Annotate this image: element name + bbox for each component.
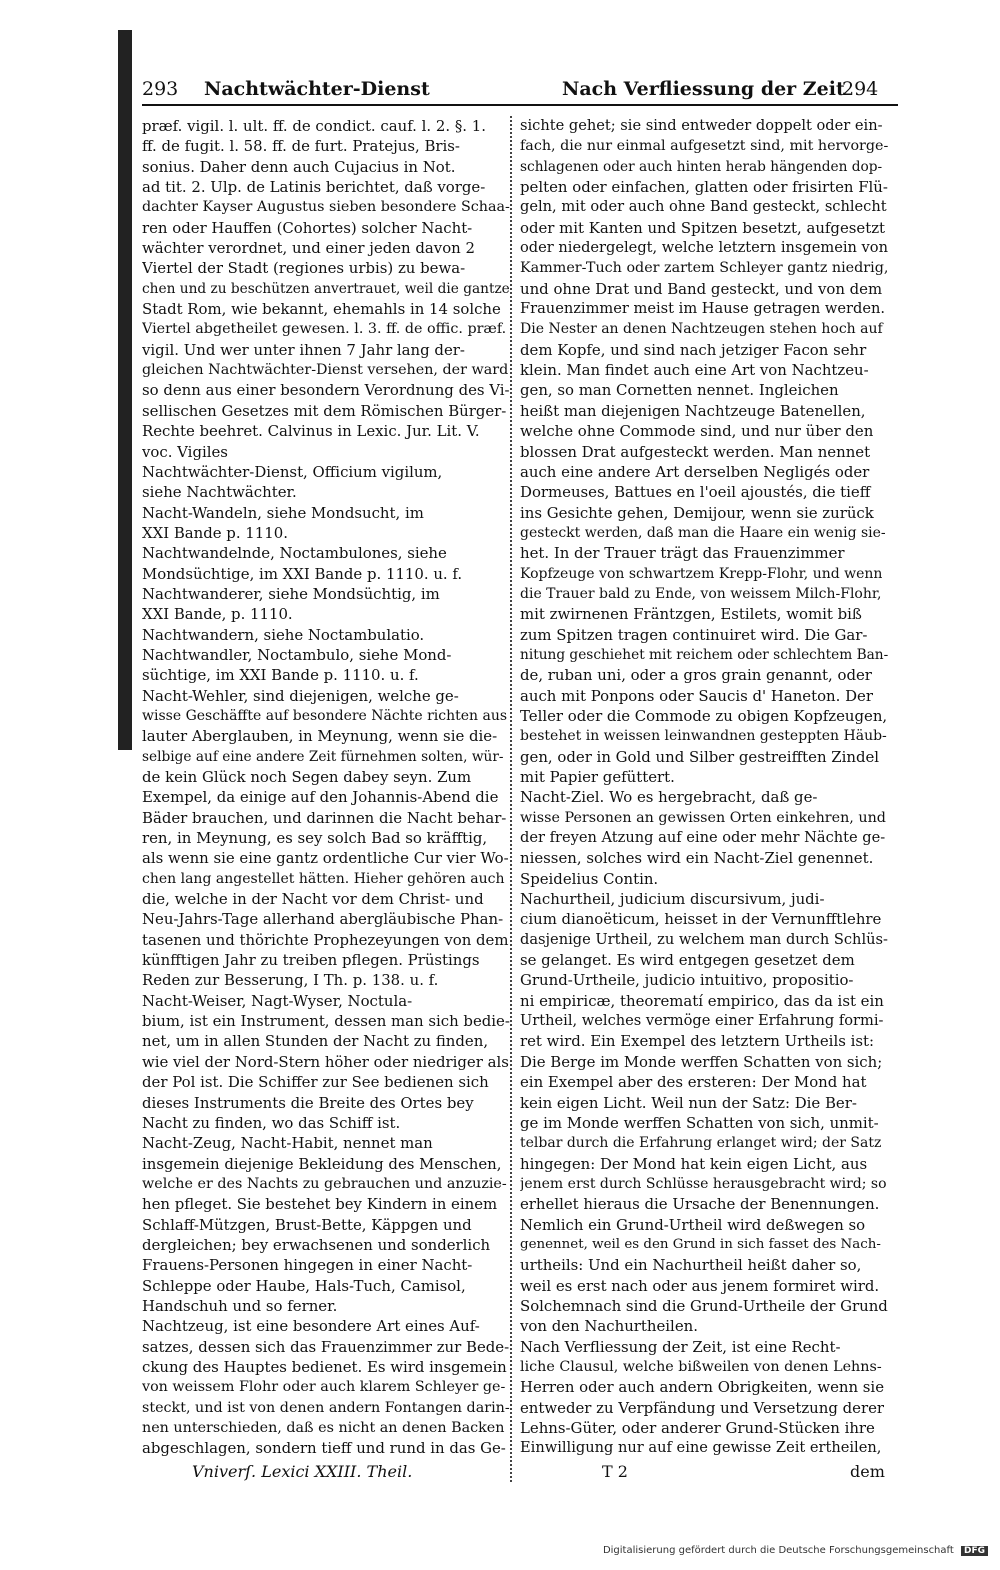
signature-mark: T 2 xyxy=(602,1462,628,1481)
text-line: ins Gesichte gehen, Demijour, wenn sie zurück xyxy=(520,503,874,522)
right-column xyxy=(520,116,888,1459)
text-line: und ohne Drat und Band gesteckt, und von dem xyxy=(520,279,883,298)
text-line: die Trauer bald zu Ende, von weissem Milch-Flohr, xyxy=(520,585,882,602)
text-line: voc. Vigiles xyxy=(142,442,228,461)
text-line: Nacht-Wandeln, siehe Mondsucht, im xyxy=(142,503,424,522)
text-line: die, welche in der Nacht vor dem Christ- und xyxy=(142,890,484,909)
text-line: Neu-Jahrs-Tage allerhand abergläubische Phan- xyxy=(142,910,504,929)
text-line: satzes, dessen sich das Frauenzimmer zur Bede- xyxy=(142,1337,510,1356)
text-line: genennet, weil es den Grund in sich fasset des Nach- xyxy=(520,1236,881,1252)
text-line: künfftigen Jahr zu treiben pflegen. Prüstings xyxy=(142,951,480,970)
text-line: auch mit Ponpons oder Saucis d' Haneton. Der xyxy=(520,686,873,705)
text-line: ret wird. Ein Exempel des letztern Urtheils ist: xyxy=(520,1032,874,1051)
text-line: fach, die nur einmal aufgesetzt sind, mit hervorge- xyxy=(520,138,888,155)
text-line: der Pol ist. Die Schiffer zur See bedienen sich xyxy=(142,1073,489,1092)
text-line: dergleichen; bey erwachsenen und sonderlich xyxy=(142,1235,491,1254)
left-column xyxy=(142,116,510,1459)
text-line: vigil. Und wer unter ihnen 7 Jahr lang der- xyxy=(142,340,465,359)
text-line: heißt man diejenigen Nachtzeuge Batenellen, xyxy=(520,401,866,420)
text-line: pelten oder einfachen, glatten oder frisirten Flü- xyxy=(520,178,888,197)
text-line: Handschuh und so ferner. xyxy=(142,1296,338,1315)
text-line: Reden zur Besserung, I Th. p. 138. u. f. xyxy=(142,971,439,990)
text-line: Kopfzeuge von schwartzem Krepp-Flohr, und wenn xyxy=(520,565,883,582)
text-line: telbar durch die Erfahrung erlanget wird; der Satz xyxy=(520,1135,882,1152)
text-line: præf. vigil. l. ult. ff. de condict. cauf. l. 2. §. 1. xyxy=(142,117,486,135)
text-line: Exempel, da einige auf den Johannis-Abend die xyxy=(142,788,499,807)
text-line: wächter verordnet, und einer jeden davon 2 xyxy=(142,239,475,258)
credit-text: Digitalisierung gefördert durch die Deutsche Forschungsgemeinschaft xyxy=(602,1545,954,1556)
text-line: ein Exempel aber des ersteren: Der Mond hat xyxy=(520,1073,867,1092)
text-line: Teller oder die Commode zu obigen Kopfzeugen, xyxy=(520,706,888,725)
left-running-head: Nachtwächter-Dienst xyxy=(204,78,430,100)
text-line: Nach Verfliessung der Zeit, ist eine Recht- xyxy=(520,1337,841,1356)
text-line: se gelanget. Es wird entgegen gesetzet dem xyxy=(520,951,855,970)
text-line: welche ohne Commode sind, und nur über den xyxy=(520,422,874,441)
text-line: zum Spitzen tragen continuiret wird. Die Gar- xyxy=(520,625,868,644)
digitization-credit xyxy=(603,1545,988,1556)
text-line: hen pfleget. Sie bestehet bey Kindern in einem xyxy=(142,1195,498,1214)
text-line: wisse Personen an gewissen Orten einkehren, und xyxy=(520,809,886,826)
text-line: schlagenen oder auch hinten herab hängenden dop- xyxy=(520,158,883,175)
text-line: Speidelius Contin. xyxy=(520,869,659,888)
text-line: de kein Glück noch Segen dabey seyn. Zum xyxy=(142,768,472,786)
text-line: XXI Bande p. 1110. xyxy=(142,523,288,542)
text-line: auch eine andere Art derselben Negligés oder xyxy=(520,462,870,481)
text-line: oder mit Kanten und Spitzen besetzt, aufgesetzt xyxy=(520,218,886,237)
text-line: Nachurtheil, judicium discursivum, judi- xyxy=(520,890,825,909)
text-line: jenem erst durch Schlüsse herausgebracht wird; so xyxy=(520,1175,887,1192)
text-line: Kammer-Tuch oder zartem Schleyer gantz niedrig, xyxy=(520,260,888,277)
text-line: nen unterschieden, daß es nicht an denen Backen xyxy=(142,1420,505,1436)
text-line: abgeschlagen, sondern tieff und rund in das Ge- xyxy=(142,1439,506,1458)
text-line: de, ruban uni, oder a gros grain genannt, oder xyxy=(520,666,872,685)
text-line: ckung des Hauptes bedienet. Es wird insgemein xyxy=(142,1357,507,1376)
left-page-number: 293 xyxy=(142,78,179,100)
text-line: net, um in allen Stunden der Nacht zu finden, xyxy=(142,1032,489,1051)
text-line: chen und zu beschützen anvertrauet, weil die gantze xyxy=(142,280,510,297)
text-line: Nacht zu finden, wo das Schiff ist. xyxy=(142,1113,401,1132)
text-line: Die Nester an denen Nachtzeugen stehen hoch auf xyxy=(520,321,883,338)
text-line: chen lang angestellet hätten. Hieher gehören auch xyxy=(142,870,505,887)
text-line: Nachtzeug, ist eine besondere Art eines Auf- xyxy=(142,1317,480,1336)
text-line: Solchemnach sind die Grund-Urtheile der Grund xyxy=(520,1296,888,1315)
text-line: Nacht-Wehler, sind diejenigen, welche ge- xyxy=(142,686,459,705)
text-line: sellischen Gesetzes mit dem Römischen Bürger- xyxy=(142,401,507,420)
text-line: wie viel der Nord-Stern höher oder niedriger als xyxy=(142,1052,509,1071)
text-line: Nemlich ein Grund-Urtheil wird deßwegen so xyxy=(520,1215,866,1234)
text-line: Nacht-Weiser, Nagt-Wyser, Noctula- xyxy=(142,991,413,1010)
text-line: siehe Nachtwächter. xyxy=(142,483,297,502)
text-line: geln, mit oder auch ohne Band gesteckt, schlecht xyxy=(520,198,887,216)
text-line: Herren oder auch andern Obrigkeiten, wenn sie xyxy=(520,1378,885,1397)
text-line: Nachtwandelnde, Noctambulones, siehe xyxy=(142,544,447,563)
text-line: Nachtwandler, Noctambulo, siehe Mond- xyxy=(142,645,452,664)
text-line: gesteckt werden, daß man die Haare ein wenig sie- xyxy=(520,524,886,541)
text-line: Lehns-Güter, oder anderer Grund-Stücken ihre xyxy=(520,1419,875,1437)
text-line: het. In der Trauer trägt das Frauenzimmer xyxy=(520,544,845,563)
text-line: sichte gehet; sie sind entweder doppelt oder ein- xyxy=(520,117,883,134)
text-line: blossen Drat aufgesteckt werden. Man nennet xyxy=(520,442,871,461)
text-line: Urtheil, welches vermöge einer Erfahrung formi- xyxy=(520,1012,884,1030)
text-line: ff. de fugit. l. 58. ff. de furt. Pratejus, Bris- xyxy=(142,137,460,156)
text-line: wisse Geschäffte auf besondere Nächte richten aus xyxy=(142,707,508,724)
text-line: Nacht-Ziel. Wo es hergebracht, daß ge- xyxy=(520,788,818,807)
text-line: kein eigen Licht. Weil nun der Satz: Die Ber- xyxy=(520,1093,857,1112)
text-line: als wenn sie eine gantz ordentliche Cur vier Wo- xyxy=(142,849,509,868)
text-line: von weissem Flohr oder auch klarem Schleyer ge- xyxy=(142,1379,506,1396)
text-line: ni empiricæ, theorematí empirico, das da ist ein xyxy=(520,991,884,1010)
text-line: Nachtwächter-Dienst, Officium vigilum, xyxy=(142,462,443,481)
text-line: ad tit. 2. Ulp. de Latinis berichtet, daß vorge- xyxy=(142,178,486,197)
text-line: Einwilligung nur auf eine gewisse Zeit ertheilen, xyxy=(520,1439,882,1457)
text-line: der freyen Atzung auf eine oder mehr Nächte ge- xyxy=(520,829,886,847)
text-line: entweder zu Verpfändung und Versetzung derer xyxy=(520,1398,884,1417)
scan-edge-shadow xyxy=(118,30,132,750)
text-line: dieses Instruments die Breite des Ortes bey xyxy=(142,1093,474,1112)
right-running-head: Nach Verfliessung der Zeit xyxy=(562,78,845,100)
text-line: gleichen Nachtwächter-Dienst versehen, der ward xyxy=(142,362,509,379)
text-line: cium dianoëticum, heisset in der Vernunfftlehre xyxy=(520,910,882,929)
text-line: Grund-Urtheile, judicio intuitivo, propositio- xyxy=(520,971,854,990)
text-line: dem Kopfe, und sind nach jetziger Facon sehr xyxy=(520,340,867,359)
header-rule xyxy=(142,104,898,106)
text-line: klein. Man findet auch eine Art von Nachtzeu- xyxy=(520,361,869,380)
text-line: von den Nachurtheilen. xyxy=(520,1317,698,1336)
text-line: Mondsüchtige, im XXI Bande p. 1110. u. f. xyxy=(142,564,463,583)
text-line: bium, ist ein Instrument, dessen man sich bedie- xyxy=(142,1012,510,1031)
text-line: bestehet in weissen leinwandnen gesteppten Häub- xyxy=(520,728,887,745)
text-line: insgemein diejenige Bekleidung des Menschen, xyxy=(142,1154,502,1173)
text-line: Schlaff-Mützgen, Brust-Bette, Käppgen und xyxy=(142,1215,472,1234)
text-line: Viertel der Stadt (regiones urbis) zu bewa- xyxy=(142,259,466,278)
book-page-spread xyxy=(132,60,900,1500)
text-line: dachter Kayser Augustus sieben besondere Schaa- xyxy=(142,199,510,216)
text-line: dasjenige Urtheil, zu welchem man durch Schlüs- xyxy=(520,930,888,948)
text-line: Nachtwanderer, siehe Mondsüchtig, im xyxy=(142,584,440,603)
text-line: liche Clausul, welche bißweilen von denen Lehns- xyxy=(520,1358,882,1375)
catchword: dem xyxy=(850,1462,885,1481)
text-line: sonius. Daher denn auch Cujacius in Not. xyxy=(142,157,456,176)
text-line: Stadt Rom, wie bekannt, ehemahls in 14 solche xyxy=(142,300,501,319)
text-line: ge im Monde werffen Schatten von sich, unmit- xyxy=(520,1113,879,1132)
text-line: süchtige, im XXI Bande p. 1110. u. f. xyxy=(142,666,419,685)
text-line: niessen, solches wird ein Nacht-Ziel genennet. xyxy=(520,849,874,868)
text-line: Frauenzimmer meist im Hause getragen werden. xyxy=(520,300,886,318)
text-line: gen, so man Cornetten nennet. Ingleichen xyxy=(520,381,839,400)
text-line: weil es erst nach oder aus jenem formiret wird. xyxy=(520,1276,880,1295)
text-line: urtheils: Und ein Nachurtheil heißt daher so, xyxy=(520,1256,862,1275)
text-line: selbige auf eine andere Zeit fürnehmen solten, wür- xyxy=(142,748,504,765)
text-line: Nachtwandern, siehe Noctambulatio. xyxy=(142,625,425,644)
text-line: gen, oder in Gold und Silber gestreifften Zindel xyxy=(520,747,880,766)
text-line: so denn aus einer besondern Verordnung des Vi- xyxy=(142,381,510,400)
text-line: mit Papier gefüttert. xyxy=(520,768,675,786)
text-line: Bäder brauchen, und darinnen die Nacht behar- xyxy=(142,808,507,827)
right-page-number: 294 xyxy=(842,78,879,100)
text-line: ren oder Hauffen (Cohortes) solcher Nacht- xyxy=(142,218,473,237)
text-line: erhellet hieraus die Ursache der Benennungen. xyxy=(520,1195,880,1214)
text-line: Dormeuses, Battues en l'oeil ajoustés, die tieff xyxy=(520,483,871,502)
text-line: Die Berge im Monde werffen Schatten von sich; xyxy=(520,1052,883,1071)
text-line: lauter Aberglauben, in Meynung, wenn sie die- xyxy=(142,727,498,746)
text-line: nitung geschiehet mit reichem oder schlechtem Ban- xyxy=(520,646,888,663)
text-line: welche er des Nachts zu gebrauchen und anzuzie- xyxy=(142,1175,507,1192)
signature-line: Vniverſ. Lexici XXIII. Theil. xyxy=(192,1462,413,1481)
text-line: oder niedergelegt, welche letztern insgemein von xyxy=(520,239,888,257)
column-separator xyxy=(510,116,514,1482)
text-line: tasenen und thörichte Prophezeyungen von dem xyxy=(142,930,509,949)
text-line: Frauens-Personen hingegen in einer Nacht- xyxy=(142,1256,473,1275)
text-line: steckt, und ist von denen andern Fontangen darin- xyxy=(142,1399,510,1416)
text-line: Nacht-Zeug, Nacht-Habit, nennet man xyxy=(142,1134,433,1153)
text-line: Rechte beehret. Calvinus in Lexic. Jur. Lit. V. xyxy=(142,422,480,441)
text-line: Schleppe oder Haube, Hals-Tuch, Camisol, xyxy=(142,1276,466,1295)
text-line: mit zwirnenen Fräntzgen, Estilets, womit biß xyxy=(520,605,862,624)
text-line: Viertel abgetheilet gewesen. l. 3. ff. de offic. præf. xyxy=(142,321,507,338)
text-line: XXI Bande, p. 1110. xyxy=(142,605,293,624)
dfg-logo: DFG xyxy=(961,1546,988,1556)
text-line: ren, in Meynung, es sey solch Bad so kräfftig, xyxy=(142,829,488,848)
text-line: hingegen: Der Mond hat kein eigen Licht, aus xyxy=(520,1154,868,1173)
